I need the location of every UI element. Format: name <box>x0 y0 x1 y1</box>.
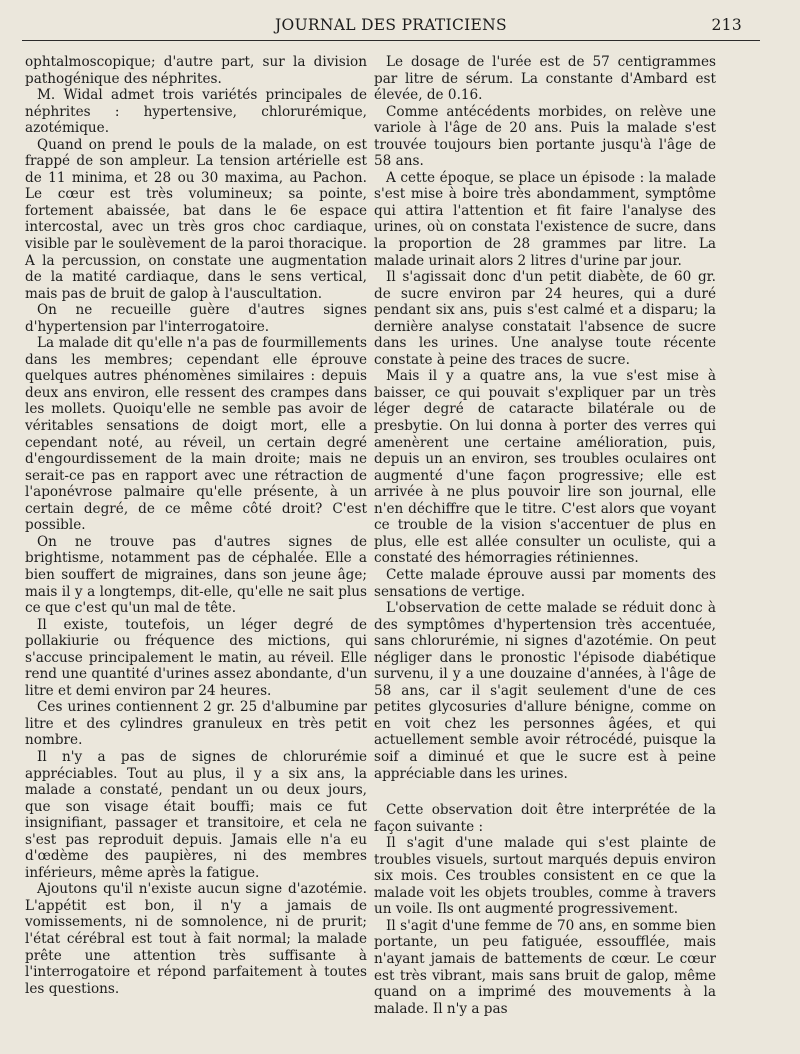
paragraph: La malade dit qu'elle n'a pas de fourmillements dans les membres; cependant elle éprouve quelques autres phénomènes similaires : depuis deux ans environ, elle ressent des crampes dans les mollets. Quoiqu'elle ne semble pas avoir de véritables sensations de doigt mort, elle a cependant noté, au réveil, un certain degré d'engourdissement de la main droite; mais ne serait-ce pas en rapport avec une rétraction de l'aponévrose palmaire qu'elle présente, à un certain degré, de ce même côté droit? C'est possible. <box>25 335 367 534</box>
paragraph: Cette observation doit être interprétée de la façon suivante : <box>374 802 716 835</box>
paragraph: Mais il y a quatre ans, la vue s'est mise à baisser, ce qui pouvait s'expliquer par un très léger degré de cataracte bilatérale ou de presbytie. On lui donna à porter des verres qui amenèrent une certaine amélioration, puis, depuis un an environ, ses troubles oculaires ont augmenté d'une façon progressive; elle est arrivée à ne plus pouvoir lire son journal, elle n'en déchiffre que le titre. C'est alors que voyant ce trouble de la vision s'accentuer de plus en plus, elle est allée consulter un oculiste, qui a constaté des hémorragies rétiniennes. <box>374 368 716 567</box>
left-column <box>25 54 367 997</box>
paragraph: Quand on prend le pouls de la malade, on est frappé de son ampleur. La tension artérielle est de 11 minima, et 28 ou 30 maxima, au Pachon. Le cœur est très volumineux; sa pointe, fortement abaissée, bat dans le 6e espace intercostal, avec un très gros choc cardiaque, visible par le soulèvement de la paroi thoracique. A la percussion, on constate une augmentation de la matité cardiaque, dans le sens vertical, mais pas de bruit de galop à l'auscultation. <box>25 136 367 302</box>
running-header <box>22 14 760 40</box>
paragraph: On ne recueille guère d'autres signes d'hypertension par l'interrogatoire. <box>25 302 367 335</box>
journal-title: JOURNAL DES PRATICIENS <box>275 16 507 34</box>
right-column <box>374 54 716 1017</box>
paragraph: Il n'y a pas de signes de chlorurémie appréciables. Tout au plus, il y a six ans, la malade a constaté, pendant un ou deux jours, que son visage était bouffi; mais ce fut insignifiant, passager et transitoire, et cela ne s'est pas reproduit depuis. Jamais elle n'a eu d'œdème des paupières, ni des membres inférieurs, même après la fatigue. <box>25 748 367 881</box>
paragraph: Cette malade éprouve aussi par moments des sensations de vertige. <box>374 566 716 600</box>
paragraph: Ajoutons qu'il n'existe aucun signe d'azotémie. L'appétit est bon, il n'y a jamais de vomissements, ni de somnolence, ni de prurit; l'état cérébral est tout à fait normal; la malade prête une attention très suffisante à l'interrogatoire et répond parfaitement à toutes les questions. <box>25 881 367 997</box>
paragraph: M. Widal admet trois variétés principales de néphrites : hypertensive, chlorurémique, azotémique. <box>25 87 367 137</box>
paragraph: Il existe, toutefois, un léger degré de pollakiurie ou fréquence des mictions, qui s'accuse principalement le matin, au réveil. Elle rend une quantité d'urines assez abondante, d'un litre et demi environ par 24 heures. <box>25 616 367 699</box>
paragraph: ophtalmoscopique; d'autre part, sur la division pathogénique des néphrites. <box>25 54 367 87</box>
paragraph: On ne trouve pas d'autres signes de brightisme, notamment pas de céphalée. Elle a bien souffert de migraines, dans son jeune âge; mais il y a longtemps, dit-elle, qu'elle ne sait plus ce que c'est qu'un mal de tête. <box>25 533 367 617</box>
paragraph: Il s'agit d'une femme de 70 ans, en somme bien portante, un peu fatiguée, essoufflée, mais n'ayant jamais de battements de cœur. Le cœur est très vibrant, mais sans bruit de galop, même quand on a imprimé des mouvements à la malade. Il n'y a pas <box>374 917 716 1017</box>
header-rule <box>22 40 760 41</box>
paragraph: Le dosage de l'urée est de 57 centigrammes par litre de sérum. La constante d'Ambard est élevée, de 0.16. <box>374 54 716 104</box>
page-number: 213 <box>711 16 742 34</box>
paragraph: L'observation de cette malade se réduit donc à des symptômes d'hypertension très accentuée, sans chlorurémie, ni signes d'azotémie. On peut négliger dans le pronostic l'épisode diabétique survenu, il y a une douzaine d'années, à l'âge de 58 ans, car il s'agit seulement d'une de ces petites glycosuries d'allure bénigne, comme on en voit chez les personnes âgées, et qui actuellement semble avoir rétrocédé, puisque la soif a diminué et que le sucre est à peine appréciable dans les urines. <box>374 600 716 782</box>
paragraph: Il s'agit d'une malade qui s'est plainte de troubles visuels, surtout marqués depuis environ six mois. Ces troubles consistent en ce que la malade voit les objets troubles, comme à travers un voile. Ils ont augmenté progressivement. <box>374 835 716 918</box>
paragraph: Comme antécédents morbides, on relève une variole à l'âge de 20 ans. Puis la malade s'est trouvée toujours bien portante jusqu'à l'âge de 58 ans. <box>374 103 716 170</box>
paragraph: A cette époque, se place un épisode : la malade s'est mise à boire très abondamment, symptôme qui attira l'attention et fit faire l'analyse des urines, où on constata l'existence de sucre, dans la proportion de 28 grammes par litre. La malade urinait alors 2 litres d'urine par jour. <box>374 169 716 269</box>
section-gap <box>374 782 716 802</box>
paragraph: Ces urines contiennent 2 gr. 25 d'albumine par litre et des cylindres granuleux en très petit nombre. <box>25 699 367 749</box>
paragraph: Il s'agissait donc d'un petit diabète, de 60 gr. de sucre environ par 24 heures, qui a duré pendant six ans, puis s'est calmé et a disparu; la dernière analyse constatait l'absence de sucre dans les urines. Une analyse toute récente constate à peine des traces de sucre. <box>374 269 716 368</box>
